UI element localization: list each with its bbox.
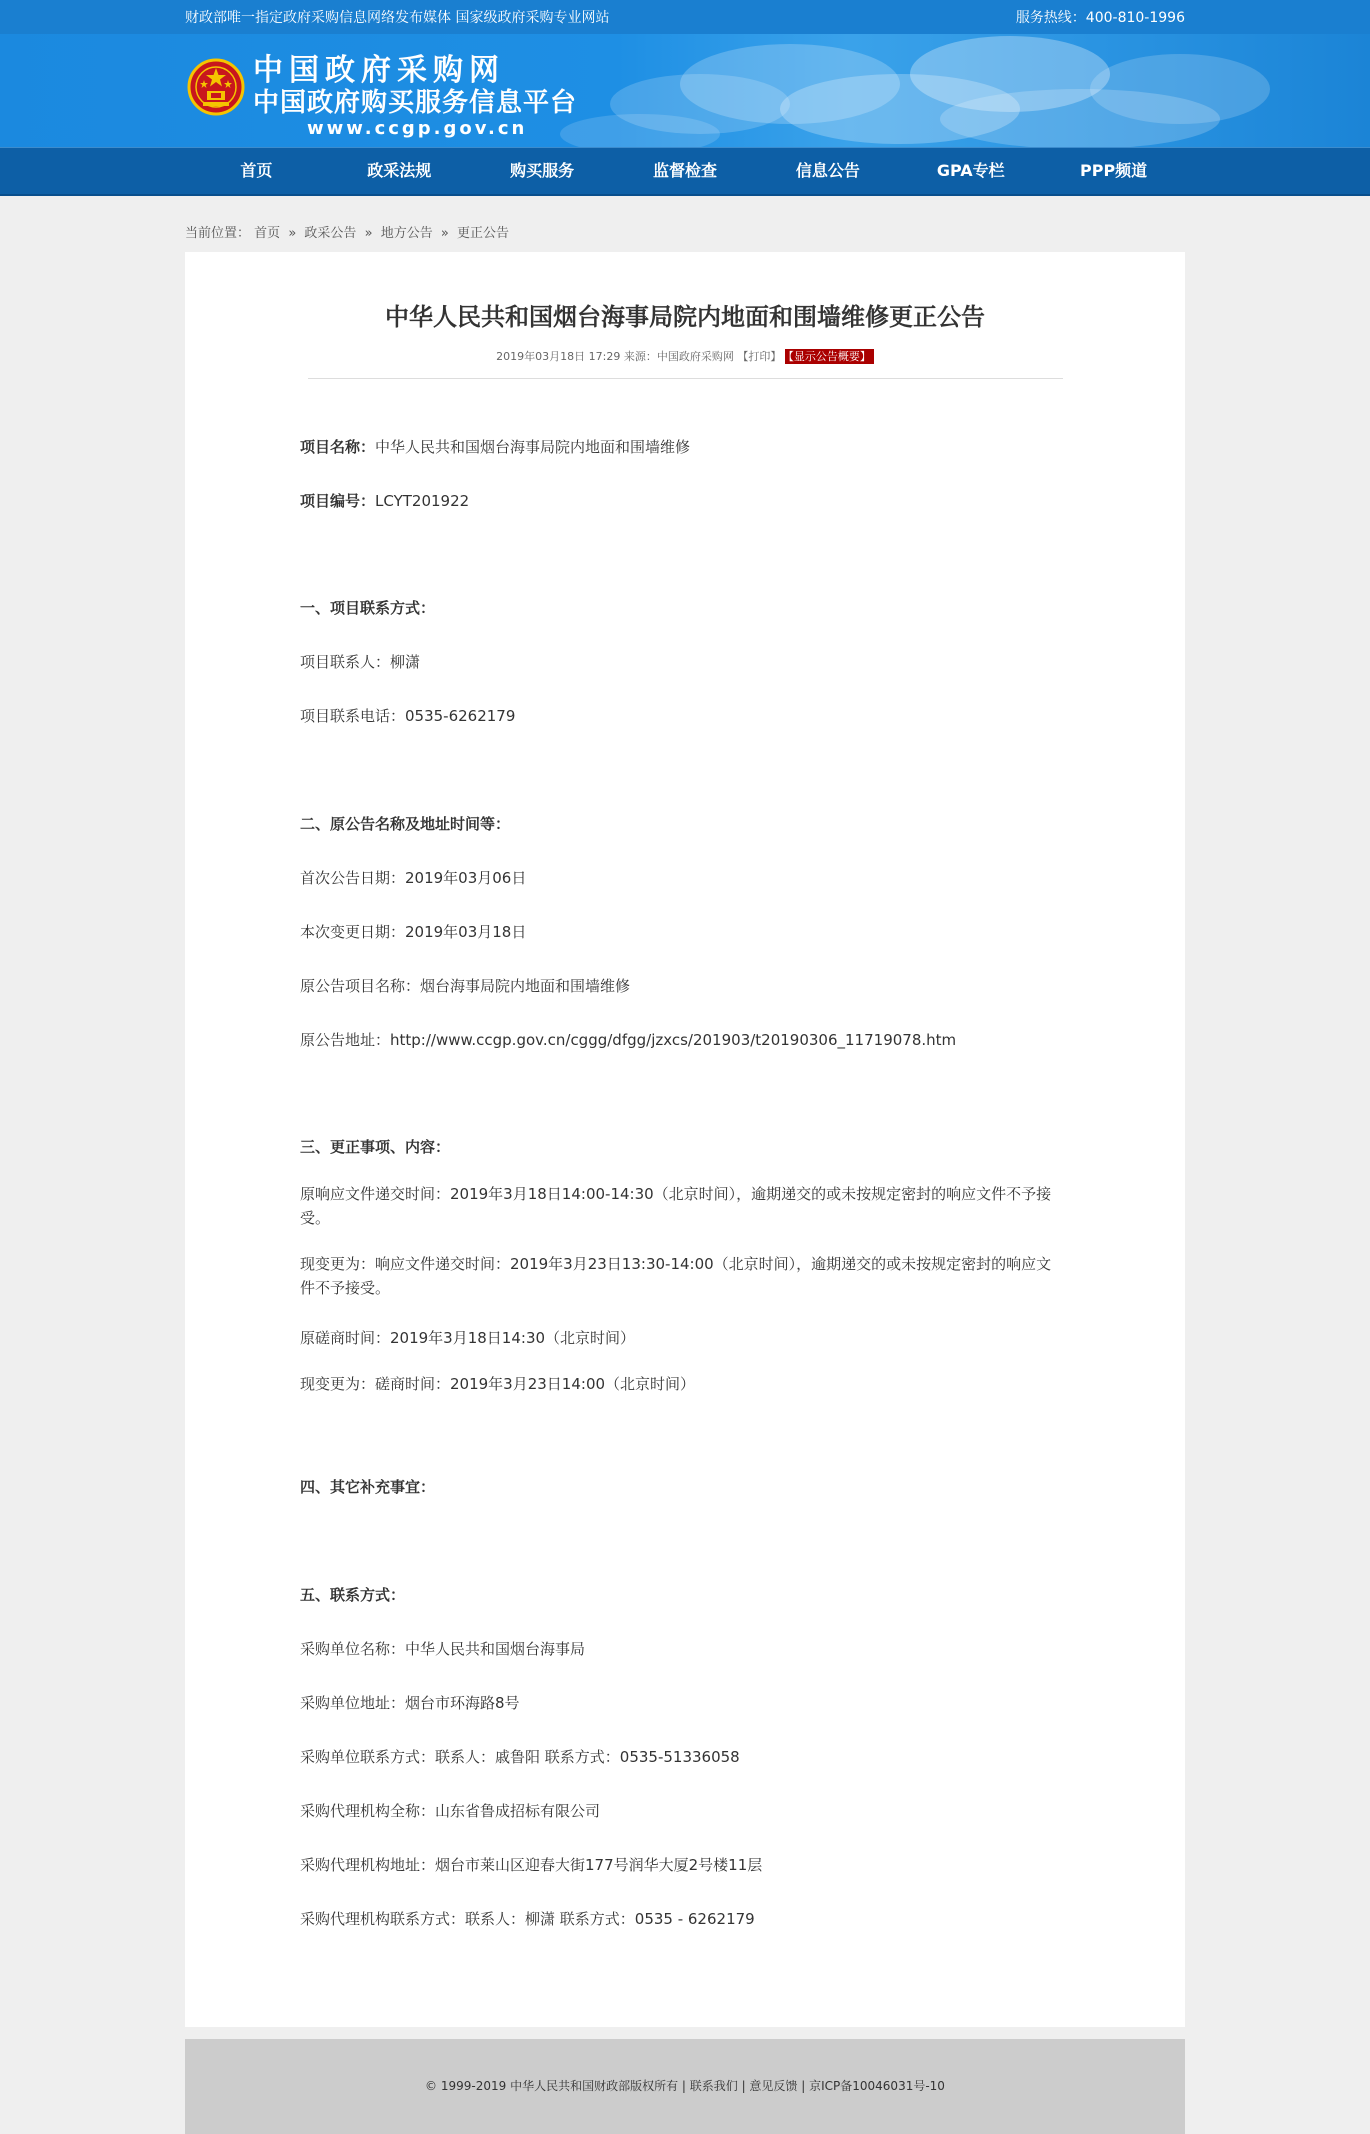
- paragraph: 采购代理机构联系方式：联系人：柳潇 联系方式：0535 - 6262179: [300, 1910, 755, 1928]
- nav-regulations[interactable]: 政采法规: [367, 161, 432, 180]
- paragraph: 采购代理机构地址：烟台市莱山区迎春大街177号润华大厦2号楼11层: [300, 1856, 763, 1874]
- footer-text: © 1999-2019 中华人民共和国财政部版权所有 | 联系我们 | 意见反馈 | 京ICP备10046031号-10: [425, 2079, 945, 2093]
- nav-home[interactable]: 首页: [240, 161, 273, 180]
- national-emblem-icon: [187, 58, 245, 116]
- breadcrumb-sep: »: [364, 226, 373, 241]
- platform-name: 中国政府购买服务信息平台: [253, 88, 578, 118]
- project-number-line: 项目编号：LCYT201922: [300, 492, 470, 510]
- paragraph: 原公告项目名称：烟台海事局院内地面和围墙维修: [300, 977, 631, 995]
- paragraph: 首次公告日期：2019年03月06日: [300, 869, 527, 887]
- page-footer: [185, 2039, 1185, 2134]
- article-meta: [308, 348, 1063, 364]
- main-nav: [0, 147, 1370, 196]
- section-heading: 一、项目联系方式：: [300, 599, 436, 617]
- nav-announcements[interactable]: 信息公告: [795, 161, 860, 180]
- paragraph: 采购单位联系方式：联系人：戚鲁阳 联系方式：0535-51336058: [300, 1748, 740, 1766]
- paragraph: 项目联系人：柳潇: [300, 653, 421, 671]
- show-summary-button[interactable]: 【显示公告概要】: [785, 349, 874, 364]
- breadcrumb-local[interactable]: 地方公告: [380, 226, 433, 241]
- top-bar: [0, 0, 1370, 34]
- nav-supervision[interactable]: 监督检查: [653, 161, 718, 180]
- site-name: 中国政府采购网: [253, 53, 505, 88]
- breadcrumb-prefix: 当前位置：: [185, 226, 251, 241]
- paragraph: 现变更为：磋商时间：2019年3月23日14:00（北京时间）: [300, 1375, 696, 1393]
- service-hotline: 服务热线：400-810-1996: [1015, 10, 1185, 26]
- section-heading: 四、其它补充事宜：: [300, 1478, 436, 1496]
- nav-ppp[interactable]: PPP频道: [1079, 161, 1148, 180]
- breadcrumb: [185, 196, 1185, 252]
- article-meta-text[interactable]: 2019年03月18日 17:29 来源：中国政府采购网 【打印】: [496, 350, 782, 363]
- paragraph: 原响应文件递交时间：2019年3月18日14:00-14:30（北京时间），逾期递交的或未按规定密封的响应文件不予接受。: [300, 1185, 1052, 1227]
- section-heading: 二、原公告名称及地址时间等：: [300, 815, 511, 833]
- header-banner: [0, 34, 1370, 147]
- breadcrumb-sep: »: [440, 226, 449, 241]
- article-title: 中华人民共和国烟台海事局院内地面和围墙维修更正公告: [385, 303, 985, 331]
- site-slogan: 财政部唯一指定政府采购信息网络发布媒体 国家级政府采购专业网站: [185, 10, 610, 26]
- original-url-line: 原公告地址：http://www.ccgp.gov.cn/cggg/dfgg/jzxcs/201903/t20190306_11719078.htm: [300, 1031, 957, 1049]
- article-card: [185, 252, 1185, 2027]
- paragraph: 采购代理机构全称：山东省鲁成招标有限公司: [300, 1802, 601, 1820]
- section-heading: 五、联系方式：: [300, 1586, 406, 1604]
- breadcrumb-correction[interactable]: 更正公告: [456, 226, 509, 241]
- paragraph: 本次变更日期：2019年03月18日: [300, 923, 527, 941]
- nav-purchase-services[interactable]: 购买服务: [510, 161, 575, 180]
- paragraph: 项目联系电话：0535-6262179: [300, 707, 516, 725]
- nav-gpa[interactable]: GPA专栏: [936, 161, 1005, 180]
- breadcrumb-sep: »: [288, 226, 297, 241]
- breadcrumb-home[interactable]: 首页: [254, 226, 281, 241]
- project-name-line: 项目名称：中华人民共和国烟台海事局院内地面和围墙维修: [300, 438, 691, 456]
- paragraph: 采购单位地址：烟台市环海路8号: [300, 1694, 520, 1712]
- paragraph: 现变更为：响应文件递交时间：2019年3月23日13:30-14:00（北京时间），逾期递交的或未按规定密封的响应文件不予接受。: [300, 1255, 1052, 1297]
- paragraph: 采购单位名称：中华人民共和国烟台海事局: [300, 1640, 586, 1658]
- breadcrumb-procurement[interactable]: 政采公告: [304, 226, 357, 241]
- site-url: www.ccgp.gov.cn: [307, 118, 528, 139]
- paragraph: 原磋商时间：2019年3月18日14:30（北京时间）: [300, 1329, 636, 1347]
- meta-divider: [308, 378, 1063, 379]
- section-heading: 三、更正事项、内容：: [300, 1138, 451, 1156]
